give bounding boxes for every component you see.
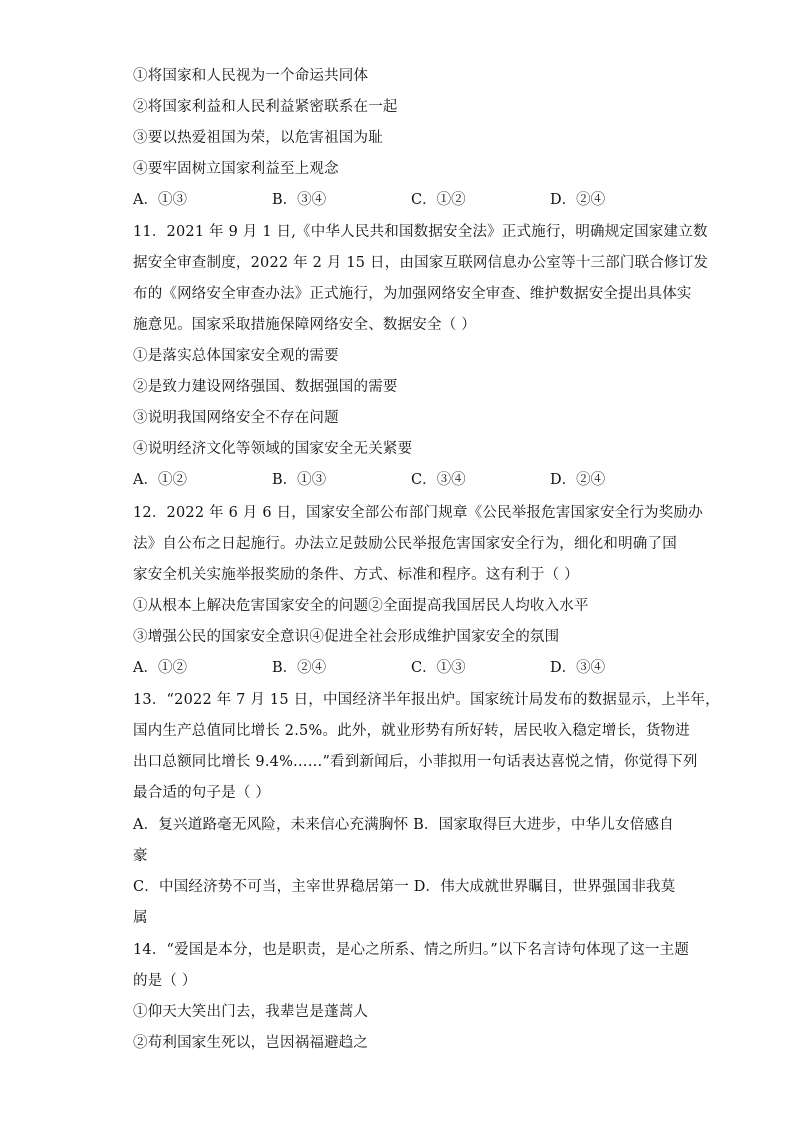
answer-option: D．③④ <box>550 660 606 676</box>
question-13-text: 最合适的句子是（ ） <box>133 785 271 801</box>
question-12-text: 法》自公布之日起施行。办法立足鼓励公民举报危害国家安全行为，细化和明确了国 <box>133 536 677 552</box>
statement-line: ③增强公民的国家安全意识④促进全社会形成维护国家安全的氛围 <box>133 629 560 645</box>
answer-option: B．③④ <box>272 192 327 208</box>
question-14-text: 的是（ ） <box>133 973 197 989</box>
text-line: ④要牢固树立国家利益至上观念 <box>133 161 339 177</box>
statement-line: ②苟利国家生死以，岂因祸福避趋之 <box>133 1035 369 1051</box>
text-line: ③要以热爱祖国为荣，以危害祖国为耻 <box>133 130 383 146</box>
question-12-text: 家安全机关实施举报奖励的条件、方式、标准和程序。这有利于（ ） <box>133 567 579 583</box>
statement-line: ①从根本上解决危害国家安全的问题②全面提高我国居民人均收入水平 <box>133 598 589 614</box>
question-12-text: 12．2022 年 6 月 6 日，国家安全部公布部门规章《公民举报危害国家安全行为奖励办 <box>133 505 703 521</box>
statement-line: ③说明我国网络安全不存在问题 <box>133 410 339 426</box>
answer-option: A．①③ <box>133 192 187 208</box>
question-11-text: 施意见。国家采取措施保障网络安全、数据安全（ ） <box>133 317 476 333</box>
answer-option: A．①② <box>133 472 187 488</box>
statement-line: ①是落实总体国家安全观的需要 <box>133 348 339 364</box>
answer-option-line: 属 <box>133 910 148 926</box>
answer-option-line: 豪 <box>133 848 148 864</box>
statement-line: ④说明经济文化等领域的国家安全无关紧要 <box>133 441 413 457</box>
statement-line: ①仰天大笑出门去，我辈岂是蓬蒿人 <box>133 1004 369 1020</box>
question-11-text: 布的《网络安全审查办法》正式施行，为加强网络安全审查、维护数据安全提出具体实 <box>133 286 692 302</box>
answer-option-line: C．中国经济势不可当，主宰世界稳居第一 D．伟大成就世界瞩目，世界强国非我莫 <box>133 879 676 895</box>
answer-option: B．②④ <box>272 660 327 676</box>
answer-option-line: A．复兴道路毫无风险，未来信心充满胸怀 B．国家取得巨大进步，中华儿女倍感自 <box>133 817 674 833</box>
question-13-text: 出口总额同比增长 9.4%……”看到新闻后，小菲拟用一句话表达喜悦之情，你觉得下列 <box>133 754 698 770</box>
statement-line: ②是致力建设网络强国、数据强国的需要 <box>133 379 398 395</box>
text-line: ①将国家和人民视为一个命运共同体 <box>133 68 369 84</box>
text-line: ②将国家利益和人民利益紧密联系在一起 <box>133 99 398 115</box>
answer-option: C．①② <box>411 192 466 208</box>
question-11-text: 11．2021 年 9 月 1 日,《中华人民共和国数据安全法》正式施行，明确规定国家建立数 <box>133 224 708 240</box>
answer-option: D．②④ <box>550 192 606 208</box>
answer-option: C．①③ <box>411 660 466 676</box>
question-13-text: 国内生产总值同比增长 2.5%。此外，就业形势有所好转，居民收入稳定增长，货物进 <box>133 723 690 739</box>
answer-option: D．②④ <box>550 472 606 488</box>
answer-option: B．①③ <box>272 472 327 488</box>
answer-option: A．①② <box>133 660 187 676</box>
question-13-text: 13．“2022 年 7 月 15 日，中国经济半年报出炉。国家统计局发布的数据显示，上半年， <box>133 692 720 708</box>
question-11-text: 据安全审查制度，2022 年 2 月 15 日，由国家互联网信息办公室等十三部门联合修订发 <box>133 255 709 271</box>
answer-option: C．③④ <box>411 472 466 488</box>
question-14-text: 14．“爱国是本分，也是职责，是心之所系、情之所归。”以下名言诗句体现了这一主题 <box>133 942 690 958</box>
